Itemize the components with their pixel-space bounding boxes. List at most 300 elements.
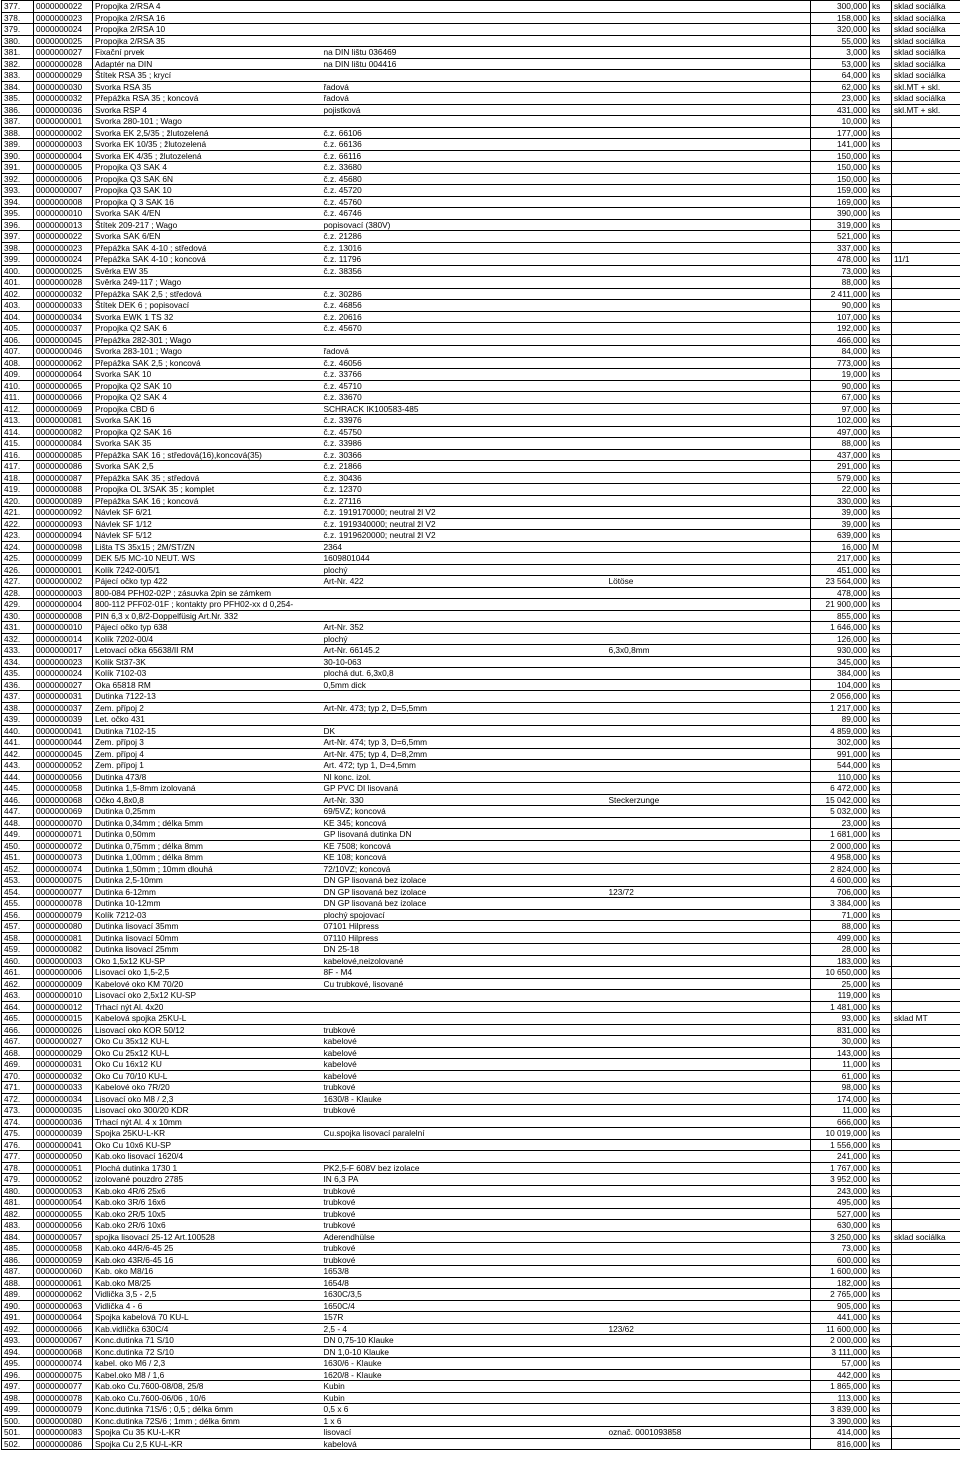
location-note-cell	[892, 806, 960, 818]
item-code-cell: 0000000004	[34, 150, 93, 162]
item-code-cell: 0000000024	[34, 24, 93, 36]
row-number-cell: 500.	[2, 1415, 34, 1427]
row-number-cell: 426.	[2, 564, 34, 576]
item-code-cell: 0000000062	[34, 1289, 93, 1301]
item-description-cell: pojistková	[322, 104, 607, 116]
item-name-cell: Svěrka 249-117 ; Wago	[93, 277, 322, 289]
item-description-cell: trubkové	[322, 1243, 607, 1255]
item-code-cell: 0000000010	[34, 622, 93, 634]
row-number-cell: 441.	[2, 737, 34, 749]
item-description-cell: č.z. 1919340000; neutral žl V2	[322, 518, 607, 530]
unit-cell: ks	[870, 1392, 892, 1404]
location-note-cell	[892, 1070, 960, 1082]
unit-cell: ks	[870, 1358, 892, 1370]
item-description-cell	[322, 1151, 607, 1163]
quantity-cell: 442,000	[811, 1369, 870, 1381]
location-note-cell: sklad MT	[892, 1013, 960, 1025]
unit-cell: ks	[870, 806, 892, 818]
item-code-cell: 0000000062	[34, 357, 93, 369]
row-number-cell: 464.	[2, 1001, 34, 1013]
item-extra-cell	[607, 426, 811, 438]
item-extra-cell	[607, 817, 811, 829]
table-row	[2, 990, 960, 1002]
location-note-cell	[892, 714, 960, 726]
row-number-cell: 402.	[2, 288, 34, 300]
row-number-cell: 390.	[2, 150, 34, 162]
row-number-cell: 398.	[2, 242, 34, 254]
item-name-cell: Spojka Cu 35 KU-L-KR	[93, 1427, 322, 1439]
item-code-cell: 0000000003	[34, 955, 93, 967]
item-name-cell: Oko Cu 16x12 KU	[93, 1059, 322, 1071]
location-note-cell	[892, 633, 960, 645]
table-row	[2, 93, 960, 105]
unit-cell: ks	[870, 645, 892, 657]
row-number-cell: 410.	[2, 380, 34, 392]
quantity-cell: 53,000	[811, 58, 870, 70]
quantity-cell: 177,000	[811, 127, 870, 139]
item-description-cell: 72/10VZ; koncová	[322, 863, 607, 875]
item-code-cell: 0000000066	[34, 392, 93, 404]
item-extra-cell	[607, 403, 811, 415]
item-extra-cell	[607, 35, 811, 47]
row-number-cell: 477.	[2, 1151, 34, 1163]
row-number-cell: 452.	[2, 863, 34, 875]
item-description-cell	[322, 1, 607, 13]
row-number-cell: 388.	[2, 127, 34, 139]
row-number-cell: 424.	[2, 541, 34, 553]
item-name-cell: Přepážka 282-301 ; Wago	[93, 334, 322, 346]
table-row	[2, 208, 960, 220]
table-row	[2, 702, 960, 714]
item-code-cell: 0000000071	[34, 829, 93, 841]
item-code-cell: 0000000081	[34, 415, 93, 427]
item-extra-cell: Steckerzunge	[607, 794, 811, 806]
item-description-cell: DN 25-18	[322, 944, 607, 956]
item-extra-cell	[607, 1116, 811, 1128]
table-row	[2, 633, 960, 645]
item-description-cell: č.z. 30286	[322, 288, 607, 300]
item-extra-cell	[607, 323, 811, 335]
item-name-cell: Propojka Q3 SAK 4	[93, 162, 322, 174]
item-description-cell: č.z. 1919620000; neutral žl V2	[322, 530, 607, 542]
item-name-cell: Oko 1,5x12 KU-SP	[93, 955, 322, 967]
item-name-cell: Dutinka lisovací 35mm	[93, 921, 322, 933]
unit-cell: ks	[870, 1001, 892, 1013]
item-description-cell: trubkové	[322, 1185, 607, 1197]
item-name-cell: Spojka kabelová 70 KU-L	[93, 1312, 322, 1324]
unit-cell: ks	[870, 656, 892, 668]
quantity-cell: 90,000	[811, 380, 870, 392]
item-description-cell: IN 6,3 PA	[322, 1174, 607, 1186]
location-note-cell	[892, 932, 960, 944]
table-row	[2, 116, 960, 128]
unit-cell: ks	[870, 507, 892, 519]
location-note-cell: sklad sociálka	[892, 12, 960, 24]
row-number-cell: 484.	[2, 1231, 34, 1243]
table-row	[2, 898, 960, 910]
item-code-cell: 0000000070	[34, 817, 93, 829]
table-row	[2, 714, 960, 726]
row-number-cell: 473.	[2, 1105, 34, 1117]
row-number-cell: 439.	[2, 714, 34, 726]
item-code-cell: 0000000061	[34, 1277, 93, 1289]
quantity-cell: 991,000	[811, 748, 870, 760]
unit-cell: ks	[870, 208, 892, 220]
unit-cell: ks	[870, 173, 892, 185]
item-name-cell: Pájecí očko typ 638	[93, 622, 322, 634]
location-note-cell	[892, 1116, 960, 1128]
item-description-cell	[322, 1013, 607, 1025]
unit-cell: ks	[870, 944, 892, 956]
item-description-cell: lisovací	[322, 1427, 607, 1439]
row-number-cell: 443.	[2, 760, 34, 772]
item-name-cell: Přepážka RSA 35 ; koncová	[93, 93, 322, 105]
location-note-cell: sklad sociálka	[892, 93, 960, 105]
item-description-cell: Cu.spojka lisovací paralelní	[322, 1128, 607, 1140]
item-extra-cell	[607, 1335, 811, 1347]
item-name-cell: 800-112 PFF02-01F ; kontakty pro PFH02-xx d 0,254-	[93, 599, 322, 611]
unit-cell: ks	[870, 1438, 892, 1450]
row-number-cell: 377.	[2, 1, 34, 13]
quantity-cell: 23,000	[811, 817, 870, 829]
quantity-cell: 499,000	[811, 932, 870, 944]
unit-cell: ks	[870, 978, 892, 990]
quantity-cell: 183,000	[811, 955, 870, 967]
row-number-cell: 393.	[2, 185, 34, 197]
unit-cell: ks	[870, 875, 892, 887]
quantity-cell: 10,000	[811, 116, 870, 128]
row-number-cell: 412.	[2, 403, 34, 415]
unit-cell: ks	[870, 311, 892, 323]
location-note-cell	[892, 748, 960, 760]
table-row	[2, 1277, 960, 1289]
quantity-cell: 97,000	[811, 403, 870, 415]
item-name-cell: Svorka RSP 4	[93, 104, 322, 116]
item-extra-cell	[607, 254, 811, 266]
row-number-cell: 445.	[2, 783, 34, 795]
unit-cell: ks	[870, 587, 892, 599]
table-row	[2, 656, 960, 668]
item-extra-cell	[607, 449, 811, 461]
item-name-cell: Oka 65818 RM	[93, 679, 322, 691]
item-code-cell: 0000000094	[34, 530, 93, 542]
row-number-cell: 459.	[2, 944, 34, 956]
location-note-cell	[892, 426, 960, 438]
table-row	[2, 932, 960, 944]
item-name-cell: Dutinka 0,34mm ; délka 5mm	[93, 817, 322, 829]
unit-cell: ks	[870, 909, 892, 921]
location-note-cell	[892, 610, 960, 622]
unit-cell: ks	[870, 426, 892, 438]
quantity-cell: 73,000	[811, 265, 870, 277]
quantity-cell: 39,000	[811, 518, 870, 530]
table-row	[2, 1381, 960, 1393]
item-description-cell: č.z. 1919170000; neutral žl V2	[322, 507, 607, 519]
row-number-cell: 479.	[2, 1174, 34, 1186]
item-code-cell: 0000000053	[34, 1185, 93, 1197]
table-row	[2, 1162, 960, 1174]
item-code-cell: 0000000099	[34, 553, 93, 565]
unit-cell: ks	[870, 415, 892, 427]
quantity-cell: 2 000,000	[811, 840, 870, 852]
item-extra-cell	[607, 967, 811, 979]
quantity-cell: 11,000	[811, 1059, 870, 1071]
table-row	[2, 1220, 960, 1232]
row-number-cell: 453.	[2, 875, 34, 887]
item-description-cell: trubkové	[322, 1254, 607, 1266]
unit-cell: ks	[870, 1162, 892, 1174]
item-extra-cell	[607, 1369, 811, 1381]
item-extra-cell	[607, 265, 811, 277]
quantity-cell: 192,000	[811, 323, 870, 335]
item-name-cell: Propojka 2/RSA 16	[93, 12, 322, 24]
unit-cell: ks	[870, 1036, 892, 1048]
item-code-cell: 0000000079	[34, 1404, 93, 1416]
item-description-cell: č.z. 38356	[322, 265, 607, 277]
item-description-cell	[322, 714, 607, 726]
item-name-cell: Kab.oko 3R/6 16x6	[93, 1197, 322, 1209]
unit-cell: ks	[870, 1208, 892, 1220]
item-name-cell: Lisovací oko 2,5x12 KU-SP	[93, 990, 322, 1002]
unit-cell: ks	[870, 300, 892, 312]
quantity-cell: 57,000	[811, 1358, 870, 1370]
item-extra-cell	[607, 219, 811, 231]
item-code-cell: 0000000063	[34, 1300, 93, 1312]
item-extra-cell	[607, 173, 811, 185]
location-note-cell	[892, 622, 960, 634]
item-code-cell: 0000000022	[34, 1, 93, 13]
item-name-cell: Lišta TS 35x15 ; 2M/ST/ZN	[93, 541, 322, 553]
item-name-cell: izolované pouzdro 2785	[93, 1174, 322, 1186]
location-note-cell	[892, 852, 960, 864]
item-name-cell: Pájecí očko typ 422	[93, 576, 322, 588]
item-code-cell: 0000000069	[34, 806, 93, 818]
item-code-cell: 0000000023	[34, 12, 93, 24]
item-extra-cell	[607, 1208, 811, 1220]
row-number-cell: 433.	[2, 645, 34, 657]
item-extra-cell	[607, 863, 811, 875]
item-name-cell: Svorka EK 2,5/35 ; žlutozelená	[93, 127, 322, 139]
quantity-cell: 521,000	[811, 231, 870, 243]
row-number-cell: 396.	[2, 219, 34, 231]
item-name-cell: Kab.vidlička 630C/4	[93, 1323, 322, 1335]
location-note-cell	[892, 185, 960, 197]
item-description-cell: Kubin	[322, 1392, 607, 1404]
table-row	[2, 323, 960, 335]
item-extra-cell	[607, 1059, 811, 1071]
row-number-cell: 497.	[2, 1381, 34, 1393]
unit-cell: ks	[870, 1266, 892, 1278]
table-row	[2, 300, 960, 312]
item-code-cell: 0000000022	[34, 231, 93, 243]
location-note-cell: sklad sociálka	[892, 35, 960, 47]
item-code-cell: 0000000007	[34, 185, 93, 197]
table-row	[2, 1, 960, 13]
item-description-cell: PK2,5-F 608V bez izolace	[322, 1162, 607, 1174]
item-name-cell: Konc.dutinka 72 S/10	[93, 1346, 322, 1358]
row-number-cell: 404.	[2, 311, 34, 323]
unit-cell: ks	[870, 668, 892, 680]
unit-cell: ks	[870, 599, 892, 611]
table-row	[2, 346, 960, 358]
item-extra-cell	[607, 990, 811, 1002]
location-note-cell	[892, 840, 960, 852]
quantity-cell: 2 824,000	[811, 863, 870, 875]
table-row	[2, 1404, 960, 1416]
location-note-cell	[892, 369, 960, 381]
row-number-cell: 501.	[2, 1427, 34, 1439]
item-name-cell: Kab.oko 44R/6-45 25	[93, 1243, 322, 1255]
item-extra-cell	[607, 1128, 811, 1140]
row-number-cell: 405.	[2, 323, 34, 335]
quantity-cell: 39,000	[811, 507, 870, 519]
unit-cell: ks	[870, 231, 892, 243]
location-note-cell: sklad sociálka	[892, 24, 960, 36]
quantity-cell: 291,000	[811, 461, 870, 473]
table-row	[2, 771, 960, 783]
item-code-cell: 0000000012	[34, 1001, 93, 1013]
item-name-cell: PIN 6,3 x 0,8/2-Doppelfüsig Art.Nr. 332	[93, 610, 322, 622]
item-code-cell: 0000000027	[34, 679, 93, 691]
unit-cell: ks	[870, 1335, 892, 1347]
item-name-cell: Trhací nýt Al. 4 x 10mm	[93, 1116, 322, 1128]
location-note-cell	[892, 921, 960, 933]
quantity-cell: 159,000	[811, 185, 870, 197]
quantity-cell: 441,000	[811, 1312, 870, 1324]
item-code-cell: 0000000028	[34, 58, 93, 70]
quantity-cell: 217,000	[811, 553, 870, 565]
item-code-cell: 0000000028	[34, 277, 93, 289]
unit-cell: ks	[870, 1312, 892, 1324]
item-description-cell: č.z. 20616	[322, 311, 607, 323]
item-description-cell: 1650C/4	[322, 1300, 607, 1312]
unit-cell: ks	[870, 1381, 892, 1393]
item-description-cell: DN 1,0-10 Klauke	[322, 1346, 607, 1358]
item-code-cell: 0000000064	[34, 369, 93, 381]
table-row	[2, 185, 960, 197]
unit-cell: ks	[870, 150, 892, 162]
item-description-cell	[322, 70, 607, 82]
unit-cell: ks	[870, 737, 892, 749]
quantity-cell: 3 390,000	[811, 1415, 870, 1427]
item-name-cell: Návlek SF 6/21	[93, 507, 322, 519]
row-number-cell: 461.	[2, 967, 34, 979]
item-name-cell: Oko Cu 35x12 KU-L	[93, 1036, 322, 1048]
item-name-cell: Propojka 2/RSA 4	[93, 1, 322, 13]
table-row	[2, 1070, 960, 1082]
item-description-cell: 1654/8	[322, 1277, 607, 1289]
row-number-cell: 440.	[2, 725, 34, 737]
unit-cell: ks	[870, 81, 892, 93]
unit-cell: ks	[870, 438, 892, 450]
item-description-cell: 1 x 6	[322, 1415, 607, 1427]
table-row	[2, 1323, 960, 1335]
item-name-cell: Svorka RSA 35	[93, 81, 322, 93]
location-note-cell	[892, 1266, 960, 1278]
quantity-cell: 241,000	[811, 1151, 870, 1163]
item-name-cell: Dutinka 1,00mm ; délka 8mm	[93, 852, 322, 864]
location-note-cell	[892, 1059, 960, 1071]
table-row	[2, 1105, 960, 1117]
item-code-cell: 0000000015	[34, 1013, 93, 1025]
quantity-cell: 320,000	[811, 24, 870, 36]
unit-cell: ks	[870, 277, 892, 289]
item-extra-cell	[607, 852, 811, 864]
item-extra-cell	[607, 714, 811, 726]
table-row	[2, 587, 960, 599]
unit-cell: ks	[870, 576, 892, 588]
item-extra-cell	[607, 1243, 811, 1255]
item-description-cell: DN GP lisovaná bez izolace	[322, 886, 607, 898]
row-number-cell: 400.	[2, 265, 34, 277]
quantity-cell: 25,000	[811, 978, 870, 990]
item-extra-cell	[607, 679, 811, 691]
unit-cell: ks	[870, 242, 892, 254]
item-description-cell: řadová	[322, 93, 607, 105]
table-row	[2, 1231, 960, 1243]
item-name-cell: Štítek 209-217 ; Wago	[93, 219, 322, 231]
item-description-cell: popisovací (380V)	[322, 219, 607, 231]
unit-cell: ks	[870, 817, 892, 829]
item-extra-cell	[607, 1082, 811, 1094]
row-number-cell: 419.	[2, 484, 34, 496]
location-note-cell	[892, 472, 960, 484]
quantity-cell: 579,000	[811, 472, 870, 484]
item-extra-cell	[607, 806, 811, 818]
item-extra-cell	[607, 760, 811, 772]
item-name-cell: Dutinka 7102-15	[93, 725, 322, 737]
item-code-cell: 0000000081	[34, 932, 93, 944]
row-number-cell: 425.	[2, 553, 34, 565]
row-number-cell: 493.	[2, 1335, 34, 1347]
table-row	[2, 760, 960, 772]
unit-cell: ks	[870, 1277, 892, 1289]
location-note-cell	[892, 1047, 960, 1059]
row-number-cell: 466.	[2, 1024, 34, 1036]
item-name-cell: DEK 5/5 MC-10 NEUT. WS	[93, 553, 322, 565]
unit-cell: ks	[870, 1300, 892, 1312]
unit-cell: ks	[870, 921, 892, 933]
item-code-cell: 0000000041	[34, 725, 93, 737]
item-code-cell: 0000000032	[34, 1070, 93, 1082]
item-code-cell: 0000000055	[34, 1208, 93, 1220]
quantity-cell: 3 250,000	[811, 1231, 870, 1243]
item-name-cell: Dutinka 2,5-10mm	[93, 875, 322, 887]
location-note-cell	[892, 311, 960, 323]
row-number-cell: 434.	[2, 656, 34, 668]
item-description-cell: č.z. 33766	[322, 369, 607, 381]
unit-cell: ks	[870, 886, 892, 898]
row-number-cell: 415.	[2, 438, 34, 450]
quantity-cell: 1 767,000	[811, 1162, 870, 1174]
unit-cell: ks	[870, 449, 892, 461]
quantity-cell: 3 952,000	[811, 1174, 870, 1186]
row-number-cell: 391.	[2, 162, 34, 174]
item-name-cell: Vidlička 3,5 - 2,5	[93, 1289, 322, 1301]
item-extra-cell	[607, 1013, 811, 1025]
item-extra-cell	[607, 633, 811, 645]
quantity-cell: 384,000	[811, 668, 870, 680]
item-extra-cell	[607, 748, 811, 760]
quantity-cell: 61,000	[811, 1070, 870, 1082]
location-note-cell	[892, 461, 960, 473]
location-note-cell	[892, 955, 960, 967]
unit-cell: ks	[870, 1254, 892, 1266]
item-code-cell: 0000000013	[34, 219, 93, 231]
item-extra-cell	[607, 932, 811, 944]
item-extra-cell	[607, 564, 811, 576]
row-number-cell: 467.	[2, 1036, 34, 1048]
